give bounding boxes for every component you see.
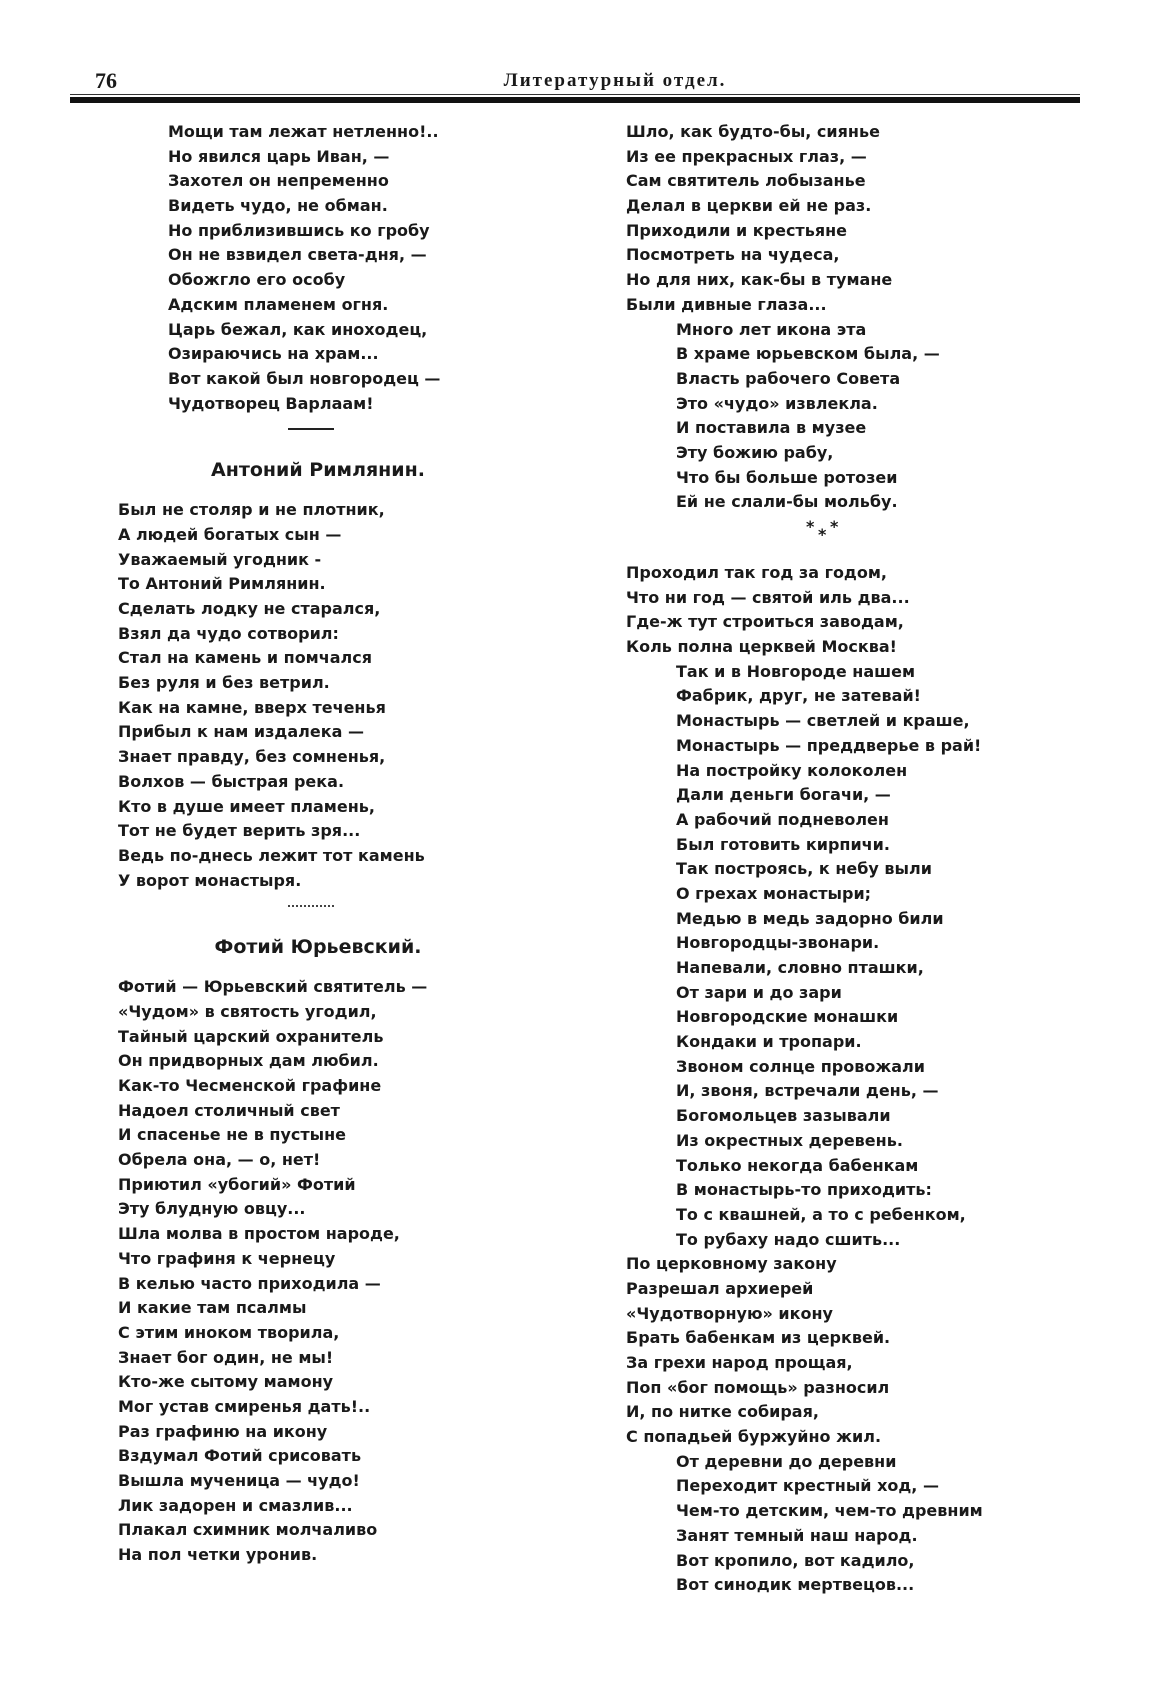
poem-line: За грехи народ прощая,: [626, 1353, 853, 1372]
poem-line: Тот не будет верить зря...: [118, 821, 361, 841]
poem-line: Новгородцы-звонари.: [676, 933, 880, 953]
poem-line: Посмотреть на чудеса,: [626, 245, 840, 265]
poem-line: О грехах монастыри;: [676, 883, 872, 903]
poem-line: Но приблизившись ко гробу: [168, 220, 430, 240]
poem-line: Вот какой был новгородец —: [168, 368, 441, 388]
poem-line: Разрешал архиерей: [626, 1278, 814, 1298]
poem-line: «Чудотворную» икону: [626, 1303, 833, 1323]
poem-line: С этим иноком творила,: [118, 1322, 340, 1342]
poem-line: Вот кропило, вот кадило,: [676, 1550, 915, 1570]
poem-line: У ворот монастыря.: [118, 870, 302, 890]
poem-line: Озираючись на храм...: [168, 344, 379, 364]
poem-line: Обожгло его особу: [168, 270, 346, 290]
poem-line: Вот синодик мертвецов...: [676, 1575, 915, 1595]
poem-line: Где-ж тут строиться заводам,: [626, 612, 904, 632]
poem-line: Лик задорен и смазлив...: [118, 1495, 353, 1515]
poem-line: Проходил так год за годом,: [626, 563, 887, 582]
poem-line: По церковному закону: [626, 1254, 837, 1274]
running-title: Литературный отдел.: [503, 70, 727, 91]
poem-line: Но для них, как-бы в тумане: [626, 270, 893, 290]
poem-line: Взял да чудо сотворил:: [118, 623, 339, 643]
poem-line: Видеть чудо, не обман.: [168, 196, 388, 216]
poem-line: Вышла мученица — чудо!: [118, 1471, 360, 1490]
poem-line: Без руля и без ветрил.: [118, 673, 330, 693]
asterism: [626, 515, 1076, 561]
poem-line: Шло, как будто-бы, сиянье: [626, 122, 880, 141]
header-rule: [70, 97, 1080, 103]
poem-line: Напевали, словно пташки,: [676, 958, 924, 977]
poem-line: И какие там псалмы: [118, 1298, 307, 1318]
poem-line: Звоном солнце провожали: [676, 1056, 925, 1076]
poem-line: Кондаки и тропари.: [676, 1032, 862, 1052]
stanza: [626, 561, 1076, 660]
poem-line: Из окрестных деревень.: [676, 1130, 903, 1150]
asterism-mark: *: [806, 517, 815, 536]
poem-line: «Чудом» в святость угодил,: [118, 1001, 377, 1021]
poem-line: Дали деньги богачи, —: [676, 785, 891, 805]
poem-line: Приютил «убогий» Фотий: [118, 1174, 356, 1194]
poem-line: Фотий — Юрьевский святитель —: [118, 977, 428, 997]
poem-line: Коль полна церквей Москва!: [626, 637, 897, 657]
poem-line: И спасенье не в пустыне: [118, 1125, 347, 1145]
stanza: [626, 660, 1076, 1253]
poem-line: Сделать лодку не старался,: [118, 599, 381, 618]
poem-line: Эту блудную овцу...: [118, 1199, 306, 1219]
poem-line: Уважаемый угодник -: [118, 549, 322, 569]
poem-line: Монастырь — преддверье в рай!: [676, 735, 982, 755]
poem-line: Был не столяр и не плотник,: [118, 500, 385, 520]
asterism-mark: *: [830, 517, 839, 536]
poem-line: На постройку колоколен: [676, 760, 908, 780]
poem-varlaam-ending: [118, 120, 558, 416]
poem-line: В монастырь-то приходить:: [676, 1180, 932, 1200]
poem-line: Так построясь, к небу выли: [676, 859, 932, 879]
poem-line: Ей не слали-бы мольбу.: [676, 492, 898, 512]
poem-line: Как-то Чесменской графине: [118, 1076, 382, 1095]
poem-line: Переходит крестный ход, —: [676, 1476, 939, 1496]
poem-line: Тайный царский охранитель: [118, 1026, 384, 1046]
poem-line: Плакал схимник молчаливо: [118, 1520, 378, 1540]
poem-line: Это «чудо» извлекла.: [676, 393, 878, 413]
poem-line: И, звоня, встречали день, —: [676, 1081, 939, 1101]
stanza: [168, 120, 558, 416]
poem-line: В келью часто приходила —: [118, 1273, 381, 1293]
stanza: [118, 975, 558, 1568]
poem-line: Он не взвидел света-дня, —: [168, 245, 427, 265]
poem-line: С попадьей буржуйно жил.: [626, 1427, 882, 1447]
poem-line: Что бы больше ротозеи: [676, 467, 898, 487]
poem-line: Из ее прекрасных глаз, —: [626, 146, 867, 166]
poem-line: Эту божию рабу,: [676, 442, 834, 462]
poem-line: Раз графиню на икону: [118, 1421, 328, 1441]
poem-line: И поставила в музее: [676, 418, 867, 438]
page-number: 76: [95, 68, 117, 93]
poem-line: Как на камне, вверх теченья: [118, 697, 386, 717]
poem-line: Шла молва в простом народе,: [118, 1224, 400, 1244]
section-divider: [118, 416, 558, 450]
poem-line: Сам святитель лобызанье: [626, 171, 866, 191]
poem-line: Знает бог один, не мы!: [118, 1347, 334, 1367]
poem-line: Волхов — быстрая река.: [118, 771, 345, 791]
section-divider: [118, 893, 558, 927]
poem-line: Но явился царь Иван, —: [168, 146, 390, 166]
stanza: [626, 1252, 1076, 1450]
poem-line: Прибыл к нам издалека —: [118, 722, 364, 742]
poem-line: Ведь по-днесь лежит тот камень: [118, 845, 425, 865]
poem-line: Надоел столичный свет: [118, 1100, 340, 1120]
poem-line: Царь бежал, как иноходец,: [168, 319, 428, 339]
poem-line: Что графиня к чернецу: [118, 1248, 336, 1268]
poem-line: И, по нитке собирая,: [626, 1402, 819, 1422]
poem-line: Медью в медь задорно били: [676, 908, 944, 928]
poem-line: То Антоний Римлянин.: [118, 574, 326, 594]
poem-line: Кто в душе имеет пламень,: [118, 796, 375, 816]
poem-line: В храме юрьевском была, —: [676, 344, 940, 364]
section-title-fotiy: Фотий Юрьевский.: [214, 936, 422, 959]
stanza: [626, 120, 1076, 318]
poem-line: Мощи там лежат нетленно!..: [168, 122, 439, 141]
poem-line: А людей богатых сын —: [118, 524, 342, 544]
poem-line: Он придворных дам любил.: [118, 1051, 379, 1071]
poem-line: Мог устав смиренья дать!..: [118, 1396, 371, 1416]
header-rule-thin: [70, 94, 1080, 95]
poem-line: На пол четки уронив.: [118, 1545, 318, 1565]
poem-line: Вздумал Фотий срисовать: [118, 1446, 362, 1466]
poem-line: То рубаху надо сшить...: [676, 1229, 901, 1249]
poem-line: Только некогда бабенкам: [676, 1155, 919, 1175]
poem-line: Адским пламенем огня.: [168, 294, 389, 314]
right-column: [626, 120, 1076, 1598]
poem-line: Знает правду, без сомненья,: [118, 747, 386, 767]
left-column: [118, 120, 558, 1568]
poem-line: Захотел он непременно: [168, 171, 389, 191]
poem-line: То с квашней, а то с ребенком,: [676, 1204, 966, 1224]
poem-line: Делал в церкви ей не раз.: [626, 196, 872, 216]
poem-antony: [118, 498, 558, 893]
poem-line: От зари и до зари: [676, 982, 842, 1002]
poem-fotiy: [118, 975, 558, 1568]
poem-line: Много лет икона эта: [676, 319, 867, 339]
poem-line: Приходили и крестьяне: [626, 220, 847, 240]
poem-line: Монастырь — светлей и краше,: [676, 711, 970, 731]
poem-line: Обрела она, — о, нет!: [118, 1150, 321, 1170]
stanza: [626, 318, 1076, 516]
poem-line: Новгородские монашки: [676, 1007, 899, 1027]
poem-line: Брать бабенкам из церквей.: [626, 1328, 891, 1348]
poem-line: Власть рабочего Совета: [676, 368, 901, 388]
poem-line: Кто-же сытому мамону: [118, 1372, 334, 1392]
poem-line: Фабрик, друг, не затевай!: [676, 686, 921, 706]
poem-line: Занят темный наш народ.: [676, 1525, 918, 1545]
poem-line: Так и в Новгороде нашем: [676, 661, 916, 681]
poem-line: Стал на камень и помчался: [118, 648, 373, 668]
stanza: [626, 1450, 1076, 1598]
poem-line: Чудотворец Варлаам!: [168, 393, 374, 413]
poem-line: От деревни до деревни: [676, 1451, 897, 1471]
section-title-antony: Антоний Римлянин.: [211, 459, 425, 482]
poem-line: Что ни год — святой иль два...: [626, 587, 910, 607]
poem-line: Поп «бог помощь» разносил: [626, 1377, 890, 1397]
poem-line: Богомольцев зазывали: [676, 1106, 891, 1126]
stanza: [118, 498, 558, 893]
poem-line: Были дивные глаза...: [626, 294, 827, 314]
poem-line: Чем-то детским, чем-то древним: [676, 1501, 983, 1521]
poem-line: А рабочий подневолен: [676, 809, 889, 829]
poem-line: Был готовить кирпичи.: [676, 834, 890, 854]
asterism-mark: *: [818, 525, 827, 544]
